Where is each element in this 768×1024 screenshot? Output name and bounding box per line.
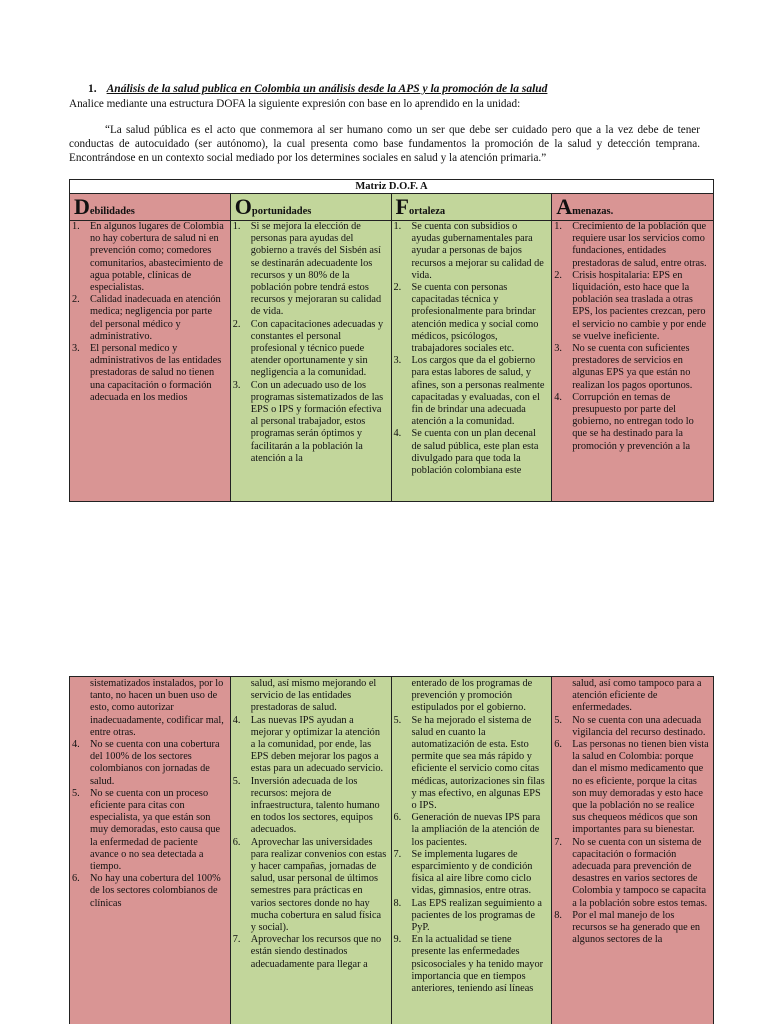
list-item	[554, 392, 709, 453]
item-text: Las personas no tienen bien vista la salud en Colombia: porque dan el mismo medicamento que no es eficiente, porque la citas son muy demoradas y esto hace que la población no se realice sus chequeos médicos que son importantes para su bienestar.	[572, 739, 709, 836]
item-number: 5.	[72, 787, 80, 799]
fortaleza-column	[392, 194, 553, 501]
debilidades-list	[72, 221, 226, 404]
item-number: 7.	[232, 934, 241, 946]
item-number: 3.	[554, 343, 562, 355]
list-item	[554, 837, 709, 910]
item-text: Calidad inadecuada en atención medica; negligencia por parte del personal médico y administrativo.	[90, 294, 221, 342]
item-number: 8.	[554, 909, 562, 921]
item-number: 4.	[232, 714, 241, 726]
list-item	[554, 221, 709, 270]
list-item	[394, 282, 548, 355]
item-text: Crecimiento de la población que requiere usar los servicios como fundaciones, entidades prestadoras de salud, entre otras.	[572, 221, 707, 269]
item-text: Los cargos que da el gobierno para estas labores de salud, y afines, son a personas realmente capacitadas y evaluadas, con el fin de brindar una adecuada atención a la comunidad.	[411, 355, 545, 428]
list-item	[554, 910, 709, 947]
fortaleza-header: Fortaleza	[392, 194, 552, 221]
quote-paragraph: “La salud pública es el acto que conmemora al ser humano como un ser que debe ser cuidado pero que a la vez debe de tener conductas de autocuidado (ser autónomo), la cual presenta como base fundamentos la promoción de la salud y detección temprana. Encontrándose en un contexto social mediado por los determines sociales en salud y la atención primaria.”	[69, 124, 700, 165]
item-text: En algunos lugares de Colombia no hay cobertura de salud ni en prevención como; comedores comunitarios, abastecimiento de agua potable, clínicas de especialistas.	[90, 221, 224, 294]
list-item	[72, 343, 226, 404]
amenazas-column-cont	[552, 677, 713, 1024]
oportunidades-column	[231, 194, 392, 501]
item-text: Se cuenta con subsidios o ayudas gubernamentales para ayudar a personas de bajos recursos a mejorar su calidad de vida.	[411, 221, 544, 281]
oportunidades-list-cont	[233, 715, 387, 971]
oportunidades-header: Oportunidades	[231, 194, 391, 221]
list-item	[233, 380, 387, 465]
item-text: Corrupción en temas de presupuesto por parte del gobierno, no entregan todo lo que se ha destinado para la promoción y prevención a la	[572, 391, 694, 452]
item-text: No se cuenta con una cobertura del 100% de los sectores colombianos con jornadas de salud.	[90, 739, 220, 787]
item-number: 8.	[393, 897, 402, 909]
list-item	[72, 873, 226, 910]
debilidades-column-cont	[70, 677, 231, 1024]
item-text: Crisis hospitalaria: EPS en liquidación, esto hace que la población sea traslada a otras EPS, los pacientes crezcan, pero el servicio no cambie y por ende se vuelve ineficiente.	[572, 269, 707, 342]
fortaleza-list	[394, 221, 548, 477]
amenazas-header: Amenazas.	[552, 194, 713, 221]
list-item	[394, 221, 548, 282]
list-item	[394, 428, 548, 477]
item-number: 3.	[393, 355, 402, 367]
list-item	[72, 221, 226, 294]
list-item	[233, 715, 387, 776]
item-text: No hay una cobertura del 100% de los sectores colombianos de clínicas	[90, 873, 221, 909]
item-number: 2.	[232, 318, 241, 330]
item-number: 1.	[554, 221, 562, 232]
fortaleza-column-cont	[392, 677, 553, 1024]
item-number: 6.	[554, 739, 562, 751]
item-number: 3.	[232, 379, 241, 391]
item-number: 2.	[72, 294, 80, 306]
list-item	[394, 934, 548, 995]
amenazas-list-cont	[554, 715, 709, 947]
item-number: 6.	[72, 873, 80, 885]
item-text: Aprovechar las universidades para realizar convenios con estas y hacer campañas, jornadas de salud, usar personal de últimos semestres para prácticas en varios sectores donde no hay mucha cobertura en salud física y social).	[250, 836, 387, 934]
list-item	[554, 270, 709, 343]
item-text: Aprovechar los recursos que no están siendo destinados adecuadamente para llegar a	[250, 934, 382, 970]
item-text: Se implementa lugares de esparcimiento y de condición física al aire libre como ciclo vidas, gimnasios, entre otras.	[411, 848, 533, 897]
list-item	[394, 812, 548, 849]
list-item	[394, 715, 548, 813]
item-text: No se cuenta con suficientes prestadores de servicios en algunas EPS ya que están no realizan los pagos oportunos.	[572, 343, 693, 391]
item-text: Las EPS realizan seguimiento a pacientes de los programas de PyP.	[411, 897, 542, 934]
item-number: 7.	[393, 848, 402, 860]
amenazas-column	[552, 194, 713, 501]
list-item	[554, 343, 709, 392]
item-text: El personal medico y administrativos de las entidades prestadoras de salud no tienen una capacitación o formación adecuada en los medios	[90, 343, 222, 403]
list-item	[394, 898, 548, 935]
fortaleza-continuation: enterado de los programas de prevención y promoción estipulados por el gobierno.	[411, 678, 533, 714]
item-text: Por el mal manejo de los recursos se ha generado que en algunos sectores de la	[572, 909, 701, 946]
item-text: Si se mejora la elección de personas para ayudas del gobierno a través del Sisbén así se destinarán adecuadente los recursos y un 80% de la población pobre tendrá estos recursos y mejoraran su calidad de vida.	[250, 221, 382, 318]
oportunidades-continuation: salud, así mismo mejorando el servicio de las entidades prestadoras de salud.	[250, 678, 377, 714]
list-item	[72, 788, 226, 873]
debilidades-list-cont	[72, 739, 226, 910]
list-item	[233, 776, 387, 837]
item-number: 5.	[393, 714, 402, 726]
amenazas-continuation: salud, así como tampoco para a atención eficiente de enfermedades.	[572, 678, 702, 714]
item-text: No se cuenta con una adecuada vigilancia del recurso destinado.	[572, 714, 706, 738]
debilidades-continuation: sistematizados instalados, por lo tanto, no hacen un buen uso de esto, como autorizar inadecuadamente, codificar mal, entre otras.	[90, 678, 224, 738]
item-number: 2.	[554, 269, 562, 281]
item-number: 5.	[554, 714, 562, 726]
debilidades-header: Debilidades	[70, 194, 230, 221]
matrix-title: Matriz D.O.F. A	[70, 180, 713, 194]
fortaleza-list-cont	[394, 715, 548, 996]
item-number: 4.	[393, 428, 402, 440]
list-item	[72, 294, 226, 343]
item-number: 9.	[393, 934, 402, 946]
list-item	[394, 849, 548, 898]
item-number: 6.	[393, 812, 402, 824]
item-text: Con un adecuado uso de los programas sistematizados de las EPS o IPS y formación efectiva al personal trabajador, estos programas serán óptimos y facilitarán a la población la atención a la	[250, 379, 384, 464]
item-text: En la actualidad se tiene presente las enfermedades psicosociales y ha tenido mayor importancia que en tiempos anteriores, teniendo así líneas	[411, 934, 544, 995]
item-text: No se cuenta con un proceso eficiente para citas con especialista, ya que están son muy demoradas, esto causa que la enfermedad de paciente avance o no sea detectada a tiempo.	[90, 787, 221, 873]
amenazas-list	[554, 221, 709, 453]
item-number: 4.	[72, 739, 80, 751]
oportunidades-list	[233, 221, 387, 465]
item-text: Con capacitaciones adecuadas y constantes el personal profesional y técnico puede atender oportunamente y sin negligencia a la comunidad.	[250, 318, 384, 379]
item-number: 2.	[393, 282, 402, 294]
section-title: Análisis de la salud publica en Colombia un análisis desde la APS y la promoción de la salud	[106, 83, 548, 95]
item-number: 3.	[72, 343, 80, 355]
item-number: 1.	[393, 221, 402, 232]
item-text: Generación de nuevas IPS para la ampliación de la atención de los pacientes.	[411, 812, 541, 848]
item-number: 7.	[554, 836, 562, 848]
list-item	[233, 934, 387, 971]
dofa-matrix-part-1	[69, 179, 714, 502]
item-text: Inversión adecuada de los recursos: mejora de infraestructura, talento humano en todos los sectores, equipos adecuados.	[250, 775, 380, 836]
list-item	[554, 739, 709, 837]
item-number: 1.	[232, 221, 241, 232]
item-text: Se cuenta con personas capacitadas técnica y profesionalmente para brindar atención medica y social como médicos, psicólogos, trabajadores sociales etc.	[411, 282, 539, 355]
dofa-matrix-part-2	[69, 676, 714, 1024]
item-text: No se cuenta con un sistema de capacitación o formación adecuada para prevención de desastres en varios sectores de Colombia y tampoco se capacita a la población sobre estos temas.	[572, 836, 708, 909]
list-item	[233, 319, 387, 380]
item-text: Se ha mejorado el sistema de salud en cuanto la automatización de esta. Esto permite que sea más rápido y eficiente el servicio como citas médicas, autorizaciones sin filas y mas efectivo, en algunas EPS o IPS.	[411, 714, 545, 812]
item-number: 1.	[72, 221, 80, 232]
instruction-text: Analice mediante una estructura DOFA la siguiente expresión con base en lo aprendido en la unidad:	[69, 98, 521, 110]
list-item	[394, 355, 548, 428]
item-number: 4.	[554, 391, 562, 403]
debilidades-column	[70, 194, 231, 501]
section-number: 1.	[88, 83, 97, 95]
list-item	[233, 837, 387, 935]
item-number: 5.	[232, 775, 241, 787]
section-heading	[88, 82, 748, 96]
list-item	[233, 221, 387, 319]
list-item	[72, 739, 226, 788]
oportunidades-column-cont	[231, 677, 392, 1024]
item-text: Las nuevas IPS ayudan a mejorar y optimizar la atención a la comunidad, por ende, las EPS deben mejorar los pagos a estas para un adecuado servicio.	[250, 714, 384, 775]
item-number: 6.	[232, 836, 241, 848]
list-item	[554, 715, 709, 739]
item-text: Se cuenta con un plan decenal de salud pública, este plan esta divulgado para que toda la población colombiana este	[411, 428, 539, 477]
